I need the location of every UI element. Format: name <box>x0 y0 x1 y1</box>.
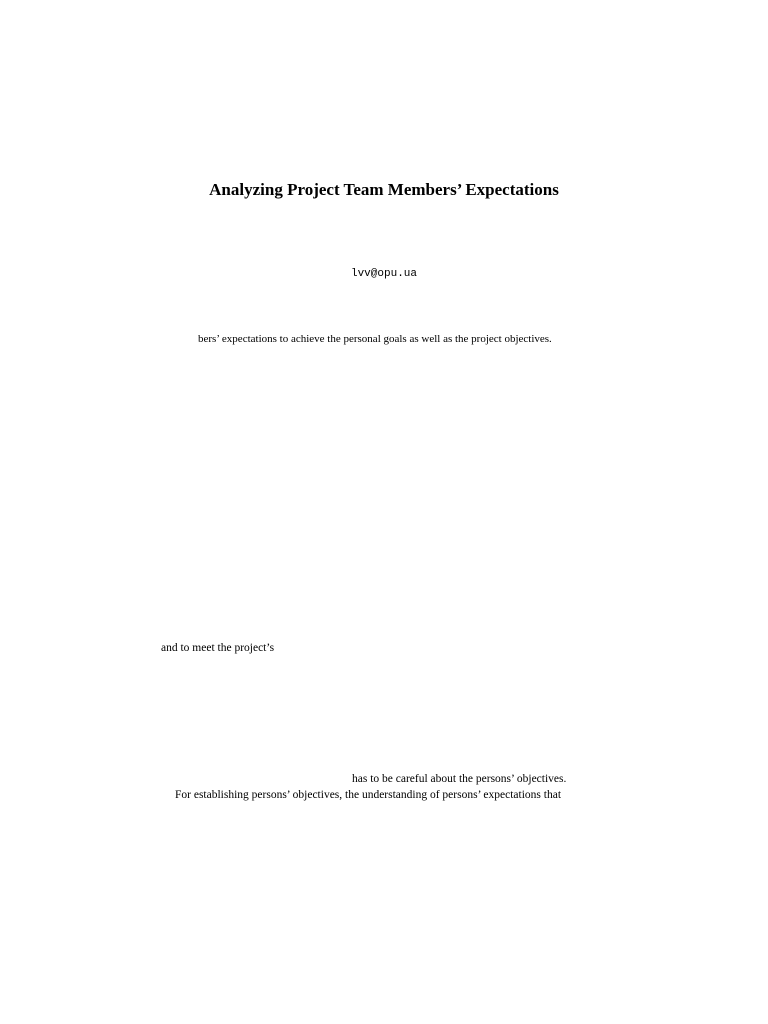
body-text-fragment-establishing: For establishing persons’ objectives, the understanding of persons’ expectations that <box>175 789 562 801</box>
paper-title: Analyzing Project Team Members’ Expectations <box>209 180 559 199</box>
author-email: lvv@opu.ua <box>350 268 417 280</box>
body-text-fragment-careful: has to be careful about the persons’ objectives. <box>352 773 567 785</box>
abstract-text-fragment: bers’ expectations to achieve the personal goals as well as the project objectives. <box>198 333 552 345</box>
body-text-fragment-project: and to meet the project’s <box>161 642 275 654</box>
